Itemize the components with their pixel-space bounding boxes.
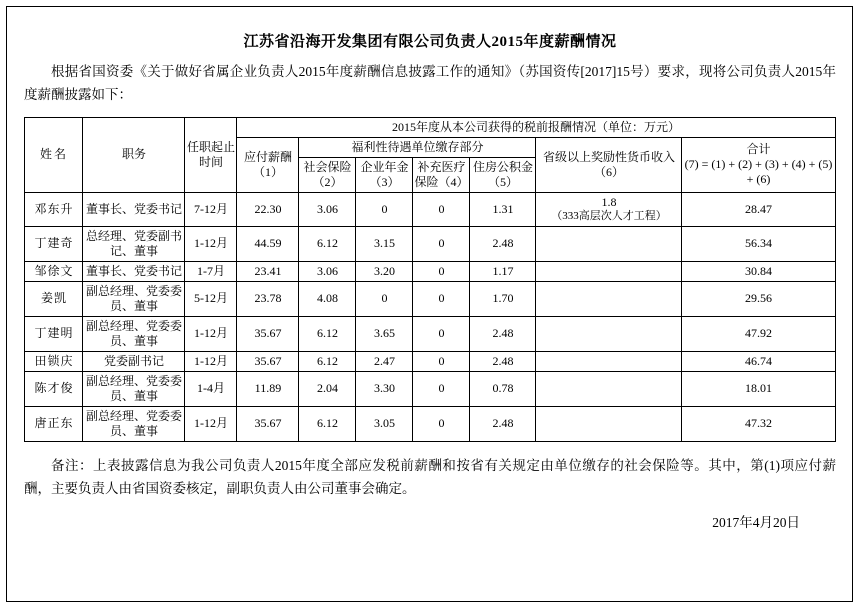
table-row	[25, 371, 835, 406]
cell-pay: 22.30	[237, 192, 299, 226]
cell-housing-fund: 1.31	[470, 192, 536, 226]
cell-pay: 35.67	[237, 351, 299, 371]
cell-award	[536, 406, 682, 441]
cell-pay: 11.89	[237, 371, 299, 406]
cell-name: 陈才俊	[25, 371, 83, 406]
page-title: 江苏省沿海开发集团有限公司负责人2015年度薪酬情况	[243, 34, 617, 50]
cell-position: 党委副书记	[83, 351, 185, 371]
cell-total: 29.56	[682, 281, 835, 316]
cell-position: 董事长、党委书记	[83, 192, 185, 226]
cell-social-insurance: 6.12	[299, 316, 356, 351]
table-row	[25, 351, 835, 371]
notes-paragraph: 备注：上表披露信息为我公司负责人2015年度全部应发税前薪酬和按省有关规定由单位缴存的社会保险等。其中，第(1)项应付薪酬，主要负责人由省国资委核定，副职负责人由公司董事会确定。	[24, 457, 836, 497]
cell-award	[536, 351, 682, 371]
cell-annuity: 2.47	[356, 351, 413, 371]
cell-housing-fund: 2.48	[470, 226, 536, 261]
document-date: 2017年4月20日	[712, 514, 800, 530]
cell-total: 30.84	[682, 261, 835, 281]
cell-position: 副总经理、党委委员、董事	[83, 406, 185, 441]
cell-medical: 0	[413, 406, 470, 441]
cell-pay: 23.78	[237, 281, 299, 316]
header-total-label: 合计	[746, 142, 771, 157]
header-pay: 应付薪酬（1）	[237, 137, 299, 192]
cell-annuity: 3.20	[356, 261, 413, 281]
cell-social-insurance: 6.12	[299, 351, 356, 371]
table-header	[25, 117, 835, 192]
cell-pay: 23.41	[237, 261, 299, 281]
cell-social-insurance: 6.12	[299, 226, 356, 261]
cell-social-insurance: 4.08	[299, 281, 356, 316]
header-income-group: 2015年度从本公司获得的税前报酬情况（单位：万元）	[237, 117, 835, 137]
cell-award	[536, 261, 682, 281]
cell-award	[536, 226, 682, 261]
cell-housing-fund: 2.48	[470, 406, 536, 441]
cell-name: 丁建明	[25, 316, 83, 351]
header-award: 省级以上奖励性货币收入（6）	[536, 137, 682, 192]
cell-period: 1-12月	[185, 226, 237, 261]
table-row	[25, 281, 835, 316]
header-period: 任职起止时间	[185, 117, 237, 192]
cell-name: 邓东升	[25, 192, 83, 226]
cell-housing-fund: 2.48	[470, 316, 536, 351]
cell-social-insurance: 3.06	[299, 261, 356, 281]
cell-award	[536, 316, 682, 351]
cell-medical: 0	[413, 261, 470, 281]
cell-award-value: 1.8	[601, 194, 617, 209]
document-content	[18, 16, 842, 531]
cell-award	[536, 281, 682, 316]
intro-paragraph: 根据省国资委《关于做好省属企业负责人2015年度薪酬信息披露工作的通知》（苏国资传[2017]15号）要求，现将公司负责人2015年度薪酬披露如下：	[24, 64, 836, 102]
cell-annuity: 3.65	[356, 316, 413, 351]
header-welfare-group: 福利性待遇单位缴存部分	[299, 137, 536, 157]
cell-name: 邹徐文	[25, 261, 83, 281]
cell-period: 1-4月	[185, 371, 237, 406]
table-row	[25, 192, 835, 226]
header-name: 姓名	[25, 117, 83, 192]
cell-social-insurance: 3.06	[299, 192, 356, 226]
table-row	[25, 261, 835, 281]
cell-position: 副总经理、党委委员、董事	[83, 316, 185, 351]
cell-housing-fund: 0.78	[470, 371, 536, 406]
cell-medical: 0	[413, 351, 470, 371]
header-annuity: 企业年金（3）	[356, 157, 413, 192]
cell-annuity: 0	[356, 192, 413, 226]
cell-name: 田锁庆	[25, 351, 83, 371]
header-total	[682, 137, 835, 192]
cell-award	[536, 192, 682, 226]
cell-period: 1-12月	[185, 316, 237, 351]
cell-position: 董事长、党委书记	[83, 261, 185, 281]
cell-pay: 35.67	[237, 406, 299, 441]
cell-annuity: 3.05	[356, 406, 413, 441]
cell-medical: 0	[413, 371, 470, 406]
cell-name: 丁建奇	[25, 226, 83, 261]
cell-housing-fund: 1.17	[470, 261, 536, 281]
cell-award	[536, 371, 682, 406]
cell-award-note: （333高层次人才工程）	[551, 209, 667, 222]
cell-name: 唐正东	[25, 406, 83, 441]
cell-period: 1-12月	[185, 406, 237, 441]
table-row	[25, 316, 835, 351]
cell-name: 姜凯	[25, 281, 83, 316]
cell-medical: 0	[413, 226, 470, 261]
cell-position: 总经理、党委副书记、董事	[83, 226, 185, 261]
cell-total: 18.01	[682, 371, 835, 406]
cell-medical: 0	[413, 192, 470, 226]
cell-annuity: 3.30	[356, 371, 413, 406]
cell-period: 1-12月	[185, 351, 237, 371]
cell-total: 47.92	[682, 316, 835, 351]
cell-pay: 35.67	[237, 316, 299, 351]
cell-housing-fund: 1.70	[470, 281, 536, 316]
table-body	[25, 192, 835, 441]
cell-total: 47.32	[682, 406, 835, 441]
header-medical: 补充医疗保险（4）	[413, 157, 470, 192]
cell-medical: 0	[413, 316, 470, 351]
cell-period: 1-7月	[185, 261, 237, 281]
table-row	[25, 406, 835, 441]
header-social-insurance: 社会保险（2）	[299, 157, 356, 192]
cell-period: 5-12月	[185, 281, 237, 316]
cell-annuity: 3.15	[356, 226, 413, 261]
cell-period: 7-12月	[185, 192, 237, 226]
cell-social-insurance: 6.12	[299, 406, 356, 441]
header-housing-fund: 住房公积金（5）	[470, 157, 536, 192]
cell-total: 46.74	[682, 351, 835, 371]
cell-medical: 0	[413, 281, 470, 316]
table-row	[25, 226, 835, 261]
cell-total: 28.47	[682, 192, 835, 226]
cell-total: 56.34	[682, 226, 835, 261]
cell-social-insurance: 2.04	[299, 371, 356, 406]
header-total-formula: (7) = (1) + (2) + (3) + (4) + (5) + (6)	[684, 157, 833, 187]
header-position: 职务	[83, 117, 185, 192]
cell-pay: 44.59	[237, 226, 299, 261]
cell-position: 副总经理、党委委员、董事	[83, 281, 185, 316]
cell-annuity: 0	[356, 281, 413, 316]
salary-table	[24, 117, 835, 442]
header-row-1	[25, 117, 835, 137]
cell-position: 副总经理、党委委员、董事	[83, 371, 185, 406]
cell-housing-fund: 2.48	[470, 351, 536, 371]
